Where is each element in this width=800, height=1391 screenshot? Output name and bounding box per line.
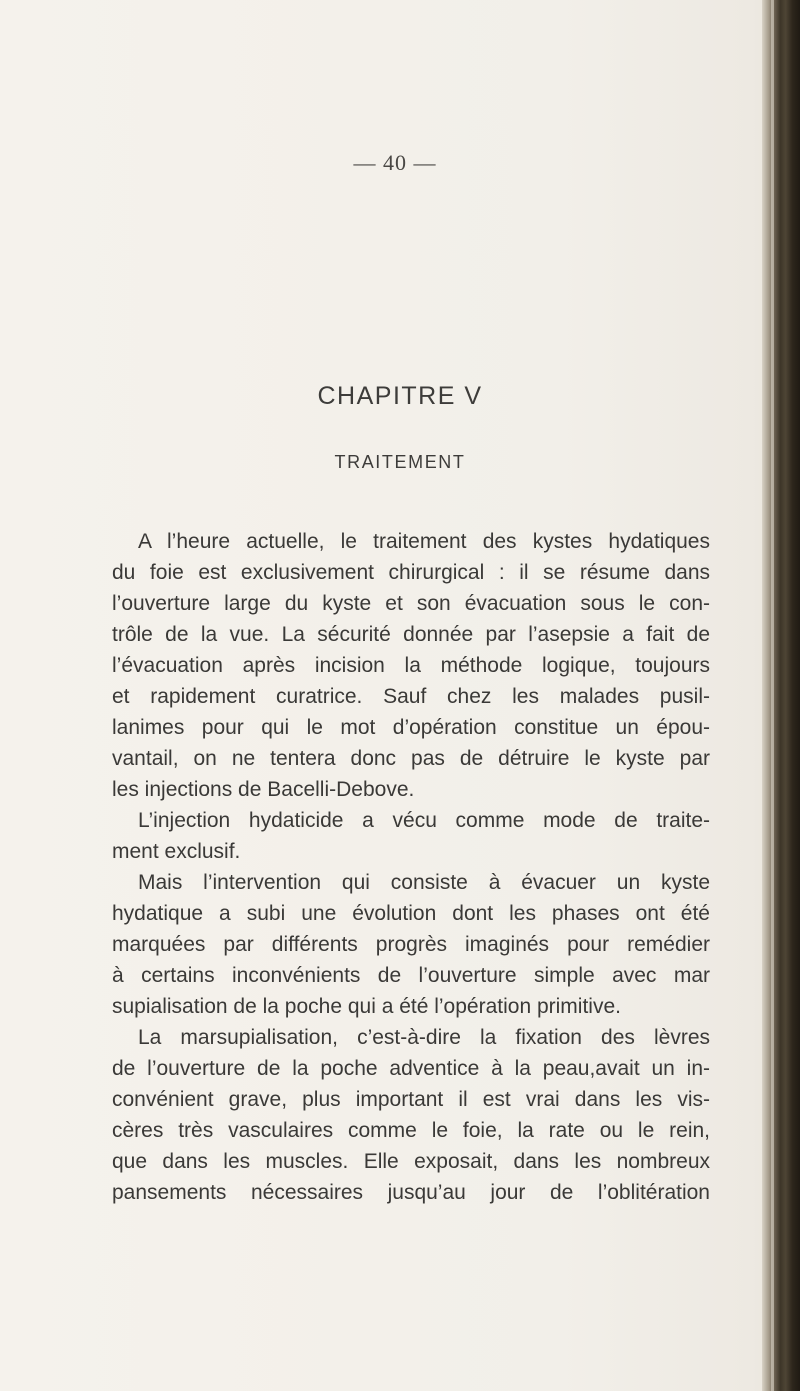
text-line: hydatique a subi une évolution dont les phases ont été [112,902,710,925]
page-number: — 40 — [353,150,437,175]
text-line: du foie est exclusivement chirurgical : il se résume dans [112,561,710,584]
text-line: convénient grave, plus important il est vrai dans les vis- [112,1088,710,1111]
text-line: à certains inconvénients de l’ouverture simple avec mar [112,964,710,987]
text-line: l’évacuation après incision la méthode logique, toujours [112,654,710,677]
text-line: pansements nécessaires jusqu’au jour de l’oblitération [112,1181,710,1204]
text-line: Mais l’intervention qui consiste à évacuer un kyste [138,871,710,894]
body-text [112,526,710,1208]
text-line: marquées par différents progrès imaginés pour remédier [112,933,710,956]
text-line: l’ouverture large du kyste et son évacuation sous le con- [112,592,710,615]
text-line: supialisation de la poche qui a été l’opération primitive. [112,995,621,1018]
text-line: les injections de Bacelli-Debove. [112,778,415,801]
text-line: lanimes pour qui le mot d’opération constitue un épou- [112,716,710,739]
section-title: TRAITEMENT [334,452,466,472]
text-line: et rapidement curatrice. Sauf chez les malades pusil- [112,685,710,708]
text-line: vantail, on ne tentera donc pas de détruire le kyste par [112,747,710,770]
spine-highlight [771,0,774,1391]
text-line: que dans les muscles. Elle exposait, dans les nombreux [112,1150,710,1173]
text-line: L’injection hydaticide a vécu comme mode de traite- [138,809,710,832]
chapter-title: CHAPITRE V [317,382,483,410]
text-line: A l’heure actuelle, le traitement des kystes hydatiques [138,530,710,553]
text-line: ment exclusif. [112,840,241,863]
text-line: La marsupialisation, c’est-à-dire la fixation des lèvres [138,1026,710,1049]
text-line: cères très vasculaires comme le foie, la rate ou le rein, [112,1119,710,1142]
book-spine-edge [762,0,800,1391]
text-line: trôle de la vue. La sécurité donnée par l’asepsie a fait de [112,623,710,646]
text-line: de l’ouverture de la poche adventice à la peau,avait un in- [112,1057,710,1080]
